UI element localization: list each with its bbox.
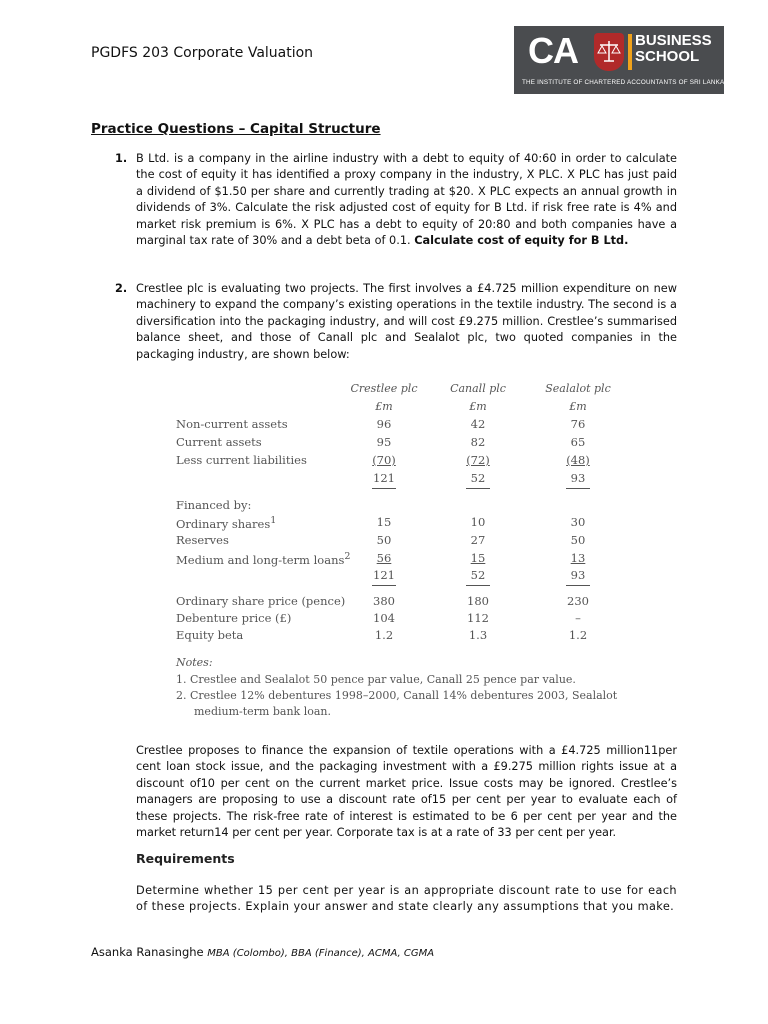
row-label: Financed by: <box>176 498 252 512</box>
table-cell: 93 <box>570 568 586 582</box>
table-cell: 82 <box>470 435 486 449</box>
table-cell: 27 <box>470 533 486 547</box>
question-text: Crestlee plc is evaluating two projects. The first involves a £4.725 million expenditure on new machinery to expand the company’s existing operations in the textile industry. The second is a diversification into the packaging industry, and will cost £9.275 million. Crestlee’s summarised balance sheet, and those of Canall plc and Sealalot plc, two quoted companies in the packaging industry, are shown below: <box>136 282 677 361</box>
table-cell: 15 <box>376 515 392 529</box>
balance-sheet-table <box>176 380 646 720</box>
scales-seal-icon <box>594 33 624 71</box>
notes-title: Notes: <box>176 656 213 669</box>
table-cell: 112 <box>467 611 489 625</box>
question-number: 2. <box>115 282 128 295</box>
section-title: Practice Questions – Capital Structure <box>91 121 381 137</box>
row-label: Non-current assets <box>176 417 288 431</box>
table-cell: 13 <box>570 551 586 565</box>
note-2-cont: medium-term bank loan. <box>194 705 331 718</box>
table-cell: 76 <box>570 417 586 431</box>
table-cell: – <box>575 611 581 625</box>
question-2 <box>115 281 677 363</box>
table-cell: 230 <box>567 594 589 608</box>
total-underline <box>372 488 396 489</box>
table-cell: 121 <box>373 471 395 485</box>
column-header: Crestlee plc <box>350 382 418 395</box>
requirements-body: Determine whether 15 per cent per year is an appropriate discount rate to use for each of these projects. Explain your answer and state clearly any assumptions that you make. <box>136 884 677 914</box>
table-cell: (48) <box>566 453 590 467</box>
table-cell: 65 <box>570 435 586 449</box>
ca-business-school-logo <box>514 26 724 94</box>
table-cell: 380 <box>373 594 395 608</box>
table-cell: 1.2 <box>568 628 588 642</box>
row-label: Current assets <box>176 435 262 449</box>
table-cell: 1.2 <box>374 628 394 642</box>
logo-business-school: BUSINESS SCHOOL <box>635 32 712 65</box>
table-cell: (72) <box>466 453 490 467</box>
table-cell: 30 <box>570 515 586 529</box>
scenario-paragraph: Crestlee proposes to finance the expansion of textile operations with a £4.725 million11per cent loan stock issue, and the packaging investment with a £9.275 million rights issue at a discount of10 per cent on the current market price. Issue costs may be ignored. Crestlee’s managers are proposing to use a discount rate of15 per cent per year to evaluate each of these projects. The risk-free rate of interest is estimated to be 6 per cent per year and the market return14 per cent per year. Corporate tax is at a rate of 33 per cent per year. <box>136 744 677 840</box>
question-number: 1. <box>115 152 128 165</box>
note-2: 2. Crestlee 12% debentures 1998–2000, Canall 14% debentures 2003, Sealalot <box>176 689 618 702</box>
table-cell: 50 <box>376 533 392 547</box>
table-cell: 52 <box>470 568 486 582</box>
total-underline <box>466 585 490 586</box>
question-text: B Ltd. is a company in the airline industry with a debt to equity of 40:60 in order to calculate the cost of equity it has identified a proxy company in the industry, X PLC. X PLC has just paid a dividend of $1.50 per share and currently trading at $20. X PLC expects an annual growth in dividends of 3%. Calculate the risk adjusted cost of equity for B Ltd. if risk free rate is 4% and market risk premium is 6%. X PLC has a debt to equity of 20:80 and both companies have a marginal tax rate of 30% and a debt beta of 0.1. Calculate cost of equity for B Ltd. <box>136 152 677 248</box>
table-cell: 96 <box>376 417 392 431</box>
table-cell: 10 <box>470 515 486 529</box>
author-footer <box>91 945 434 959</box>
total-underline <box>372 585 396 586</box>
column-header: Sealalot plc <box>545 382 611 395</box>
table-cell: (70) <box>372 453 396 467</box>
table-cell: 1.3 <box>468 628 488 642</box>
unit-label: £m <box>569 400 587 413</box>
requirements-title: Requirements <box>136 851 235 866</box>
row-label: Ordinary shares$^1$ <box>176 515 277 531</box>
question-1 <box>115 151 677 249</box>
table-cell: 95 <box>376 435 392 449</box>
table-cell: 180 <box>467 594 489 608</box>
table-cell: 52 <box>470 471 486 485</box>
column-header: Canall plc <box>450 382 506 395</box>
course-title: PGDFS 203 Corporate Valuation <box>91 45 314 61</box>
question-emphasis: Calculate cost of equity for B Ltd. <box>414 234 629 248</box>
total-underline <box>566 585 590 586</box>
note-1: 1. Crestlee and Sealalot 50 pence par value, Canall 25 pence par value. <box>176 673 576 686</box>
row-label: Debenture price (£) <box>176 611 292 625</box>
author-name: Asanka Ranasinghe <box>91 945 204 959</box>
row-label: Less current liabilities <box>176 453 307 467</box>
unit-label: £m <box>469 400 487 413</box>
row-label: Equity beta <box>176 628 244 642</box>
table-cell: 50 <box>570 533 586 547</box>
row-label: Medium and long-term loans$^2$ <box>176 551 351 567</box>
row-label: Ordinary share price (pence) <box>176 594 346 608</box>
row-label: Reserves <box>176 533 229 547</box>
table-cell: 15 <box>470 551 486 565</box>
table-cell: 121 <box>373 568 395 582</box>
logo-accent-bar <box>628 34 632 70</box>
table-cell: 104 <box>373 611 395 625</box>
table-cell: 42 <box>470 417 486 431</box>
author-credentials: MBA (Colombo), BBA (Finance), ACMA, CGMA <box>207 948 435 959</box>
table-cell: 93 <box>570 471 586 485</box>
total-underline <box>566 488 590 489</box>
unit-label: £m <box>375 400 393 413</box>
table-cell: 56 <box>376 551 392 565</box>
logo-ca-text: CA <box>528 30 578 71</box>
total-underline <box>466 488 490 489</box>
logo-institute-text: THE INSTITUTE OF CHARTERED ACCOUNTANTS OF SRI LANKA <box>522 79 725 86</box>
